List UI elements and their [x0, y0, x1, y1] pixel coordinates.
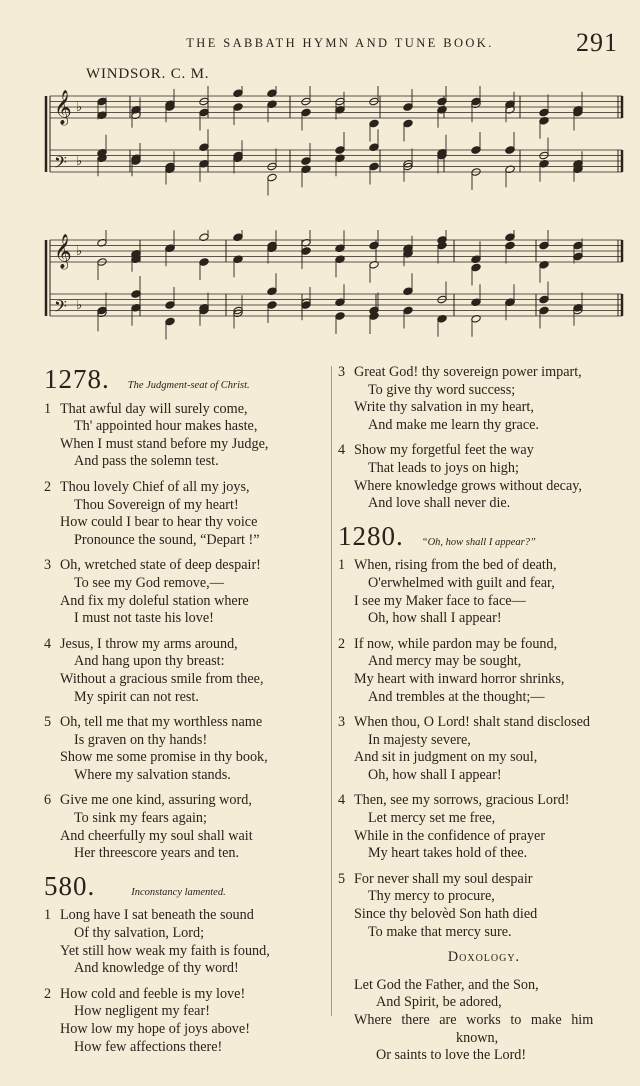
verse-text: Oh, wretched state of deep despair! [60, 557, 261, 574]
stanza-number: 5 [338, 870, 346, 887]
verse-line [44, 828, 326, 846]
verse-line [44, 810, 326, 828]
verse-line [44, 845, 326, 863]
stanza [338, 442, 630, 512]
verse-line [338, 810, 630, 828]
hymn-subtitle: Inconstancy lamented. [131, 886, 226, 898]
verse-text: And mercy may be sought, [368, 653, 522, 670]
stanza [338, 792, 630, 862]
verse-text: Oh, tell me that my worthless name [60, 714, 263, 731]
verse-text: When thou, O Lord! shalt stand disclosed [354, 714, 591, 731]
verse-text: And sit in judgment on my soul, [354, 749, 538, 766]
hymn-heading [44, 871, 326, 902]
stanza-number: 4 [338, 792, 346, 809]
verse-line [44, 1039, 326, 1057]
verse-line [44, 514, 326, 532]
verse-line [338, 888, 630, 906]
verse-text: Write thy salvation in my heart, [354, 399, 534, 416]
verse-line [44, 636, 326, 654]
stanza [44, 636, 326, 706]
music-score-system-2 [40, 230, 628, 342]
stanza [44, 557, 326, 627]
verse-text: O'erwhelmed with guilt and fear, [368, 574, 555, 591]
verse-line [44, 557, 326, 575]
stanza [44, 714, 326, 784]
doxology-title: Doxology. [447, 949, 521, 966]
hymn-heading [44, 364, 326, 395]
verse-text: How cold and feeble is my love! [60, 985, 246, 1002]
verse-line [338, 495, 630, 513]
verse-line [338, 792, 630, 810]
stanza-number: 4 [44, 635, 52, 652]
verse-line [44, 593, 326, 611]
verse-text: To see my God remove,— [74, 574, 224, 591]
verse-text: Where knowledge grows without decay, [354, 477, 582, 494]
verse-text: Give me one kind, assuring word, [60, 792, 252, 809]
verse-line [338, 382, 630, 400]
verse-text: When I must stand before my Judge, [60, 435, 269, 452]
verse-line [44, 714, 326, 732]
verse-text: I see my Maker face to face— [354, 592, 526, 609]
stanza [44, 479, 326, 549]
verse-text: And make me learn thy grace. [368, 416, 539, 433]
verse-line [44, 671, 326, 689]
verse-line [338, 828, 630, 846]
verse-line [338, 636, 630, 654]
verse-text: When, rising from the bed of death, [354, 557, 557, 574]
verse-line [44, 732, 326, 750]
verse-line [44, 792, 326, 810]
verse-text: Of thy salvation, Lord; [74, 925, 205, 942]
verse-line [338, 399, 630, 417]
verse-text: Is graven on thy hands! [74, 731, 208, 748]
verse-line [338, 442, 630, 460]
verse-line [338, 575, 630, 593]
verse-line [44, 479, 326, 497]
stanza-number: 6 [44, 792, 52, 809]
verse-text: Great God! thy sovereign power impart, [354, 364, 582, 380]
verse-text: Jesus, I throw my arms around, [60, 635, 238, 652]
hymn-580-continued [338, 364, 630, 513]
hymn-subtitle: The Judgment-seat of Christ. [127, 380, 250, 391]
verse-text: Thou lovely Chief of all my joys, [60, 478, 250, 495]
verse-text: To give thy word success; [368, 381, 516, 398]
verse-line [44, 401, 326, 419]
hymn-1278 [44, 364, 326, 863]
verse-text: My spirit can not rest. [74, 688, 199, 705]
verse-line [338, 749, 630, 767]
tune-title: WINDSOR. C. M. [86, 66, 210, 82]
verse-line [338, 478, 630, 496]
verse-text: And fix my doleful station where [60, 592, 249, 609]
bass-clef-icon: 𝄢 [54, 296, 67, 320]
verse-text: While in the confidence of prayer [354, 827, 546, 844]
verse-line [338, 671, 630, 689]
stanza [44, 907, 326, 977]
verse-line [44, 418, 326, 436]
treble-clef-icon: 𝄞 [54, 90, 72, 125]
stanza-number: 3 [338, 364, 346, 380]
hymn-heading [338, 521, 630, 552]
stanza [44, 792, 326, 862]
stanza [44, 986, 326, 1056]
verse-text: For never shall my soul despair [354, 870, 533, 887]
verse-text: That leads to joys on high; [368, 459, 519, 476]
verse-text: And hang upon thy breast: [74, 653, 225, 670]
verse-line [44, 943, 326, 961]
left-column [44, 364, 326, 1064]
verse-text: How few affections there! [74, 1038, 223, 1055]
verse-line [44, 689, 326, 707]
verse-line [338, 732, 630, 750]
verse-line [338, 924, 630, 942]
verse-text: And trembles at the thought;— [368, 688, 545, 705]
verse-text: To make that mercy sure. [368, 923, 512, 940]
stanza [338, 557, 630, 627]
stanza-number: 4 [338, 442, 346, 459]
verse-line [44, 453, 326, 471]
verse-text: To sink my fears again; [74, 810, 207, 827]
verse-text: Oh, how shall I appear! [368, 766, 502, 783]
flat-sign-icon: ♭ [76, 100, 83, 115]
verse-line [44, 925, 326, 943]
verse-text: Where my salvation stands. [74, 766, 231, 783]
verse-text: I must not taste his love! [74, 610, 214, 627]
verse-line: Or saints to love the Lord! [376, 1047, 527, 1064]
verse-line [44, 1003, 326, 1021]
flat-sign-icon: ♭ [76, 244, 83, 259]
verse-line [338, 610, 630, 628]
verse-text: Since thy belovèd Son hath died [354, 906, 538, 923]
verse-line [44, 907, 326, 925]
verse-text: And cheerfully my soul shall wait [60, 827, 253, 844]
verse-text: My heart takes hold of thee. [368, 845, 528, 862]
verse-line [44, 1021, 326, 1039]
verse-line [44, 497, 326, 515]
verse-line [44, 653, 326, 671]
running-title: THE SABBATH HYMN AND TUNE BOOK. [186, 36, 494, 50]
stanza [338, 871, 630, 941]
verse-line [338, 460, 630, 478]
verse-line [44, 532, 326, 550]
verse-line [338, 417, 630, 435]
stanza-number: 2 [338, 635, 346, 652]
stanza-number: 3 [338, 714, 346, 731]
hymn-1280 [338, 521, 630, 941]
stanza-number: 1 [44, 907, 52, 924]
verse-text: How could I bear to hear thy voice [60, 514, 258, 531]
verse-line [338, 364, 630, 382]
verse-line [338, 714, 630, 732]
verse-line [44, 575, 326, 593]
verse-line: known, [456, 1029, 499, 1046]
verse-text: Without a gracious smile from thee, [60, 670, 264, 687]
verse-line [44, 960, 326, 978]
verse-line [338, 557, 630, 575]
verse-text: Her threescore years and ten. [74, 845, 240, 862]
stanza [338, 364, 630, 434]
verse-text: If now, while pardon may be found, [354, 635, 558, 652]
stanza-number: 2 [44, 478, 52, 495]
stanza-number: 2 [44, 985, 52, 1002]
hymn-number: 1278. [44, 364, 110, 394]
verse-text: How low my hope of joys above! [60, 1021, 250, 1037]
verse-line: Where there are works to make him [354, 1012, 594, 1028]
music-score-system-1 [40, 86, 628, 198]
verse-text: Thy mercy to procure, [368, 888, 495, 905]
verse-text: That awful day will surely come, [60, 400, 248, 417]
music-staff-svg [40, 230, 628, 342]
verse-line [338, 871, 630, 889]
verse-line: Let God the Father, and the Son, [354, 976, 539, 993]
flat-sign-icon: ♭ [76, 154, 83, 169]
verse-line [338, 906, 630, 924]
stanza-number: 3 [44, 557, 52, 574]
verse-text: Then, see my sorrows, gracious Lord! [354, 792, 570, 809]
stanza [44, 401, 326, 471]
treble-clef-icon: 𝄞 [54, 234, 72, 269]
stanza-number: 5 [44, 714, 52, 731]
doxology [338, 949, 630, 1065]
verse-text: Yet still how weak my faith is found, [60, 942, 270, 959]
hymn-subtitle: “Oh, how shall I appear?” [421, 536, 536, 548]
music-staff-svg [40, 86, 628, 198]
hymn-580 [44, 871, 326, 1056]
verse-text: And pass the solemn test. [74, 453, 219, 470]
verse-text: Pronounce the sound, “Depart !” [74, 531, 260, 548]
verse-line [44, 436, 326, 454]
stanza [338, 714, 630, 784]
hymn-number: 580. [44, 870, 96, 901]
verse-line [338, 689, 630, 707]
bass-clef-icon: 𝄢 [54, 152, 67, 176]
verse-line [44, 986, 326, 1004]
stanza-number: 1 [338, 557, 346, 574]
verse-text: How negligent my fear! [74, 1003, 210, 1020]
verse-text: Let mercy set me free, [368, 810, 496, 827]
hymn-number: 1280. [338, 520, 404, 551]
stanza-number: 1 [44, 400, 52, 417]
verse-line: And Spirit, be adored, [376, 994, 502, 1011]
stanza [338, 636, 630, 706]
verse-text: Oh, how shall I appear! [368, 610, 502, 627]
verse-text: My heart with inward horror shrinks, [354, 670, 565, 687]
verse-text: And knowledge of thy word! [74, 960, 239, 977]
flat-sign-icon: ♭ [76, 298, 83, 313]
verse-line [338, 767, 630, 785]
verse-line [338, 653, 630, 671]
verse-text: Th' appointed hour makes haste, [74, 418, 258, 435]
page-number: 291 [576, 28, 618, 57]
column-divider [331, 366, 332, 1016]
verse-line [44, 767, 326, 785]
verse-text: Show my forgetful feet the way [354, 442, 534, 459]
verse-line [338, 593, 630, 611]
verse-text: Long have I sat beneath the sound [60, 907, 254, 924]
verse-text: In majesty severe, [368, 731, 471, 748]
verse-line [338, 845, 630, 863]
right-column [338, 364, 630, 1065]
verse-text: Thou Sovereign of my heart! [74, 496, 239, 513]
verse-line [44, 610, 326, 628]
verse-text: Show me some promise in thy book, [60, 749, 268, 766]
verse-line [44, 749, 326, 767]
verse-text: And love shall never die. [368, 495, 511, 512]
